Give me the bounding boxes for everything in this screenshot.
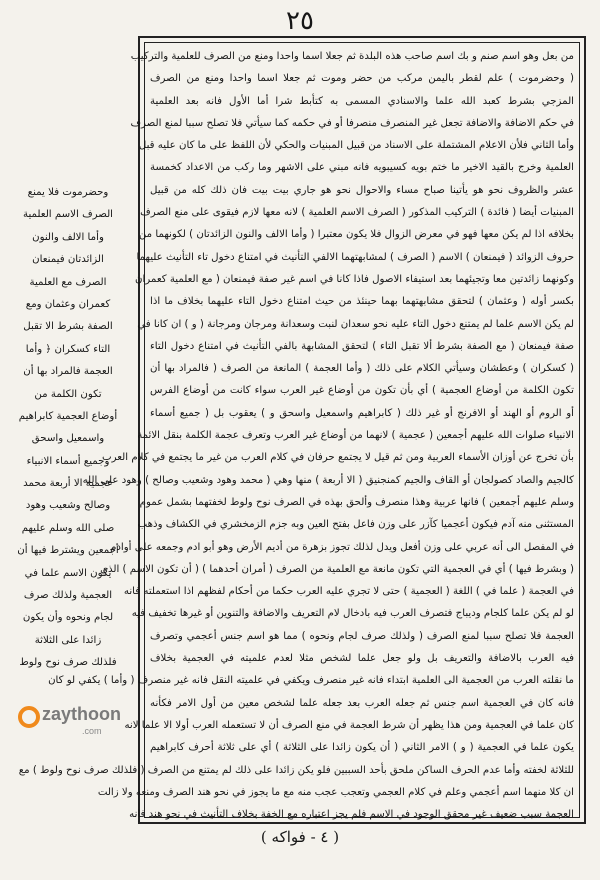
commentary-line: وكونهما زائدتين معا وتجيئهما بعد استيفاء الاصول فاذا كانا في اسم غير صفة فيمنعان ( مع العلمية كعمران (135, 273, 574, 285)
commentary-line: العجمة سبب ضعيف غير محقق الوجود في الاسم فلم يجز اعتباره مع الخفة بخلاف التأنيث في نحو هند فانه (129, 809, 574, 821)
margin-note-line: أجمعين ويشترط فيها أن (17, 545, 119, 557)
page-number: ٢٥ (286, 6, 314, 36)
commentary-line: للثلاثة لخفته وأما عدم الحرف الساكن ملحق بأحد السببين فلو يكن زائدا على ذلك لم يمتنع من الصرف ( فلذلك صرف نوح ولوط ) مع (18, 764, 574, 776)
commentary-line: صفة فيمنعان ( مع الصفة بشرط ألا تقبل التاء ) لتحقق المشابهة بالفي التأنيث في امتناع دخول التاء (150, 340, 574, 352)
commentary-line: ان كلا منهما اسم أعجمي وعلم في كلام العجمي وتعجب عجب منه مع ما يجوز في نحو هند الصرف ومنعه ولا زالت (97, 786, 574, 798)
margin-note-line: وأما الالف والنون (32, 231, 104, 243)
margin-note-line: فلذلك صرف نوح ولوط (19, 657, 117, 669)
margin-note-line: صلى الله وسلم عليهم (21, 522, 115, 534)
zaythoon-watermark (18, 700, 128, 740)
commentary-line: ( كسكران ) وعطشان وسيأتي الكلام على ذلك ( وأما العجمة ) المانعة من الصرف ( فالمراد بها أن (150, 363, 574, 375)
margin-note-line: الصرف مع العلمية (29, 276, 107, 288)
margin-note-line: عجمية الا أربعة محمد (23, 478, 113, 490)
margin-note-line: لجام ونحوه وأن يكون (22, 612, 114, 624)
commentary-line: ( وبشرط فيها ) أي في العجمية التي تكون مانعة مع العلمية من الصرف ( أمران أحدهما ) ( أن تكون الاسم ) الذي (100, 563, 574, 575)
commentary-line: ما نقلته العرب من العجمية الى العلمية ابتداء فانه غير منصرف ويكفي في علميته النقل فانه غير منصرف ( وأما ) يكفي لو كان (48, 675, 574, 687)
commentary-line: يكون علما في العجمية ( و ) الامر الثاني ( أن يكون زائدا على الثلاثة ) أي على ثلاثة أحرف كابراهيم (150, 742, 574, 754)
margin-note-line: يكون الاسم علما في (24, 567, 112, 579)
margin-note-line: الزائدتان فيمنعان (32, 254, 104, 266)
margin-note-line: التاء كسكران ﴿ وأما (25, 343, 111, 355)
commentary-line: بخلافه اذا لم يكن معها فهو في معرض الزوال فلا يكون معتبرا ( وأما الالف والنون الزائدتان ) لكونهما من (138, 229, 574, 241)
commentary-line: في العجمة ( علما في ) اللغة ( العجمية ) حتى لا تجري عليه العرب حكما من أحكام لفظهم اذا استعملته فانه (123, 586, 574, 598)
commentary-line: بأن تخرج عن أوزان الأسماء العربية ومن ثم قيل لا يجتمع حرفان في كلام العرب من غير ما يجتمع في كلام العرب (102, 452, 574, 464)
commentary-line: الانبياء صلوات الله عليهم أجمعين ( عجمية ) لانهما من أوضاع غير العرب وتعرف عجمة الكلمة بنقل الائمة (137, 430, 574, 442)
margin-note-line: وحضرموت فلا يمنع (27, 187, 109, 198)
commentary-line: أو الروم أو الهند أو الافرنج أو غير ذلك ( كابراهيم واسمعيل واسحق و ) يعقوب بل ( جميع أسماء (150, 407, 574, 419)
margin-note-line: واسمعيل واسحق (31, 433, 105, 445)
margin-note-line: زائدا على الثلاثة (34, 634, 102, 646)
margin-note-line: الصرف الاسم العلمية (22, 209, 114, 221)
commentary-line: ( وحضرموت ) علم لقطر باليمن مركب من حضر وموت ثم جعلا اسما واحدا ومنع من الصرف (150, 73, 574, 85)
commentary-line: من بعل وهو اسم صنم و بك اسم صاحب هذه البلدة ثم جعلا اسما واحدا ومنع من الصرف للعلمية والتركيب (130, 51, 574, 62)
commentary-line: كالجيم والصاد كصولجان أو القاف والجيم كمنجنيق ( الا أربعة ) منها وهي ( محمد وهود وشعيب وصالح ) وهود على الله (82, 474, 574, 486)
commentary-line: في حكم الاضافة والاضافة تجعل غير المنصرف منصرفا أو في حكمه كما سيأتي فلا تصلح سببا لمنع الصرف (130, 117, 574, 129)
commentary-line: لم يكن الاسم علما لم يمتنع دخول التاء عليه نحو سعدان لنبت وسعدانة ومرجان ومرجانة ( و ) ان كانا في (137, 318, 574, 330)
commentary-line: المزجي بشرط كعبد الله علما والاسنادي المسمى به كتأبط شرا أما الأول فانه بعد العلمية (150, 95, 574, 107)
margin-note-line: العجمة فالمراد بها أن (23, 366, 113, 378)
margin-note-line: وصالح وشعيب وهود (25, 500, 111, 512)
footer-signature: ( ٤ - فواكه ) (260, 828, 340, 846)
watermark-domain: .com (82, 726, 102, 736)
commentary-line: لو لم يكن علما كلجام وديباج فتصرف العرب فيه بادخال لام التعريف والاضافة والتنوين أو غيرها تخفيف فيه (131, 608, 574, 620)
commentary-line: العلمية وخرج بالقيد الاخير ما ختم بويه كسيبويه فانه مبني على الاشهر وما ركب من الاعداد كخمسة (150, 162, 574, 174)
commentary-line: في المفصل الى أنه عربي على وزن أفعل ويدل لذلك تجوز بزهرة من أديم الأرض وهو أبو ادم وجمعه على أوادم (110, 541, 574, 553)
commentary-line: المبنيات أيضا ( فائدة ) التركيب المذكور ( الصرف الاسم العلمية ) لانه معها لازم فيقوى على منع الصرف (140, 207, 574, 219)
margin-note-line: وجميع أسماء الانبياء (26, 455, 110, 467)
margin-note-line: تكون الكلمة من (34, 388, 102, 400)
margin-matn-note (4, 182, 132, 675)
watermark-brand: zaythoon (42, 704, 121, 724)
commentary-line: حروف الزوائد ( فيمنعان ) الاسم ( الصرف ) لمشابهتهما الالفي التأنيث في امتناع دخول تاء التأنيث عليهما (136, 251, 574, 263)
commentary-line: بكسر أوله ( وعثمان ) لتحقق مشابهتهما بهما حينئذ من حيث امتناع دخول التاء عليهما بخلاف ما اذا (150, 296, 574, 308)
commentary-line: وسلم عليهم أجمعين ) فانها عربية وهذا منصرف وألحق بهذه في الصرف نوح ولوط لخفتهما بشمل عموم (139, 496, 574, 508)
commentary-line: فانه كان في العجمية اسم جنس ثم جعله العرب بعد جعله علما لشخص معين من أول الامر فكأنه (150, 697, 574, 709)
margin-note-line: العجمية ولذلك صرف (23, 590, 113, 602)
commentary-line: فيه العرب بالاضافة والتعريف بل ولو جعل علما لشخص مثلا لعدم علميته في العجمية بخلاف (150, 653, 574, 665)
commentary-line: كان علما في العجمية ومن هذا يظهر أن شرط العجمة في منع الصرف أن لا تستعمله العرب أولا الا علما لانه (124, 719, 574, 731)
commentary-line: العجمة فلا تصلح سببا لمنع الصرف ( ولذلك صرف لجام ونحوه ) مما هو اسم جنس أعجمي وتصرف (150, 630, 574, 642)
zaythoon-logo-icon (18, 706, 40, 728)
commentary-line: عشر والظروف نحو هو يأتينا صباح مساء والاحوال نحو هو جاري بيت بيت فان ذلك كله من قبيل (150, 184, 574, 196)
commentary-line: المستثنى منه آدم فيكون أعجميا كآزر على وزن فاعل بفتح العين وبه جزم الزمخشري في الكشاف وذهب (137, 519, 574, 531)
margin-note-line: الصفة بشرط الا تقبل (23, 321, 113, 333)
margin-note-line: أوضاع العجمية كابراهيم (18, 410, 118, 422)
commentary-line: تكون الكلمة من أوضاع العجمية ) أي بأن تكون من أوضاع غير العرب سواء كانت من أوضاع الفرس (150, 385, 574, 397)
commentary-line: وأما الثاني فلأن الاعلام المشتملة على الاسناد من قبيل المبنيات والحكي لأن اللفظ على ما كان عليه قبل (138, 140, 574, 152)
margin-note-line: كعمران وعثمان ومع (25, 298, 111, 310)
